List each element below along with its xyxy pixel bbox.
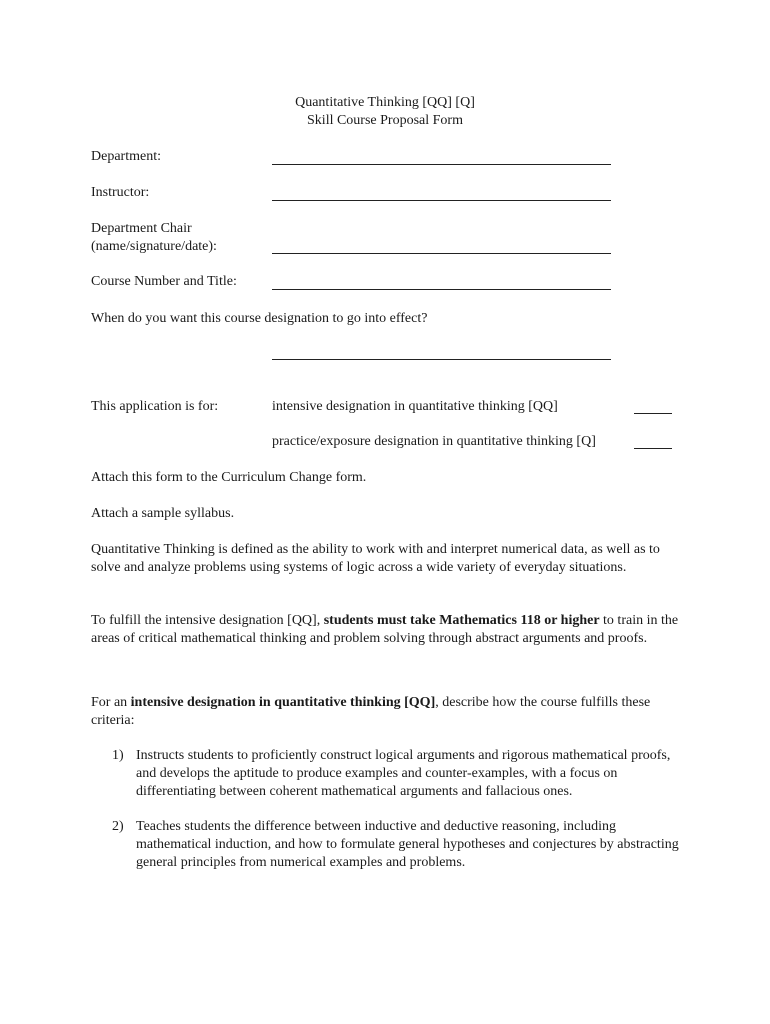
effect-date-field[interactable] xyxy=(272,359,611,360)
definition-paragraph: Quantitative Thinking is defined as the ability to work with and interpret numerical data, as well as to solve and analyze problems using systems of logic across a wide variety of everyday situations. xyxy=(91,542,660,575)
fulfill-paragraph xyxy=(91,612,681,648)
fulfill-text-bold: students must take Mathematics 118 or higher xyxy=(323,613,600,628)
application-label: This application is for: xyxy=(91,399,219,414)
option-practice-label: practice/exposure designation in quantitative thinking [Q] xyxy=(272,434,596,449)
chair-label-line2: (name/signature/date): xyxy=(91,239,217,254)
attach-syllabus-instruction: Attach a sample syllabus. xyxy=(91,506,235,521)
chair-label-line1: Department Chair xyxy=(91,221,192,236)
department-field[interactable] xyxy=(272,164,611,165)
chair-field[interactable] xyxy=(272,253,611,254)
criteria-intro-pre: For an xyxy=(91,695,131,710)
criteria-intro-post: , describe how the course fulfills these criteria: xyxy=(91,695,651,728)
course-label: Course Number and Title: xyxy=(91,274,237,289)
fulfill-text-pre: To fulfill the intensive designation [QQ], xyxy=(91,613,324,628)
criteria-intro xyxy=(91,694,681,730)
criteria-intro-bold: intensive designation in quantitative thinking [QQ] xyxy=(130,695,436,710)
option-practice-blank[interactable] xyxy=(634,448,672,449)
fulfill-text-post: to train in the areas of critical mathematical thinking and problem solving through abstract arguments and proofs. xyxy=(91,613,679,646)
list-item-text: Teaches students the difference between inductive and deductive reasoning, including mathematical induction, and how to formulate general hypotheses and conjectures by abstracting general principles from numerical examples and problems. xyxy=(136,819,679,870)
option-intensive-blank[interactable] xyxy=(634,413,672,414)
list-item-text: Instructs students to proficiently construct logical arguments and rigorous mathematical proofs, and develops the aptitude to produce examples and counter-examples, with a focus on differentiating between coherent mathematical arguments and fallacious ones. xyxy=(136,748,671,799)
attach-form-instruction: Attach this form to the Curriculum Change form. xyxy=(91,470,367,485)
page-subtitle: Skill Course Proposal Form xyxy=(307,113,463,128)
instructor-field[interactable] xyxy=(272,200,611,201)
department-label: Department: xyxy=(91,149,161,164)
option-intensive-label: intensive designation in quantitative thinking [QQ] xyxy=(272,399,558,414)
course-field[interactable] xyxy=(272,289,611,290)
effect-question: When do you want this course designation to go into effect? xyxy=(91,311,428,326)
page-title: Quantitative Thinking [QQ] [Q] xyxy=(295,95,475,110)
instructor-label: Instructor: xyxy=(91,185,150,200)
list-item-number: 2) xyxy=(112,819,124,834)
list-item-number: 1) xyxy=(112,748,124,763)
